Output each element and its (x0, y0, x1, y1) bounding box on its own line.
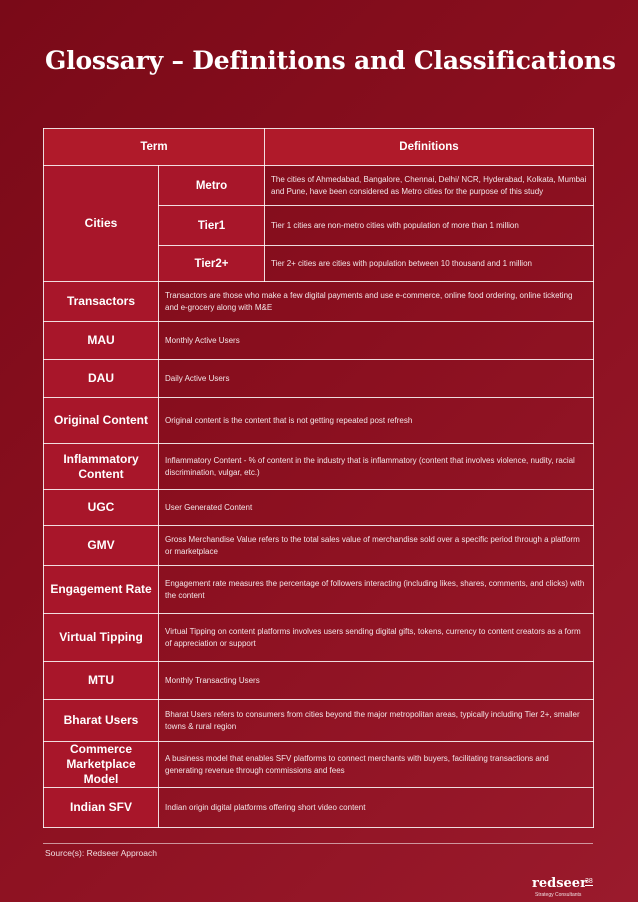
definition-metro: The cities of Ahmedabad, Bangalore, Chennai, Delhi/ NCR, Hyderabad, Kolkata, Mumbai and Pune, have been considered as Metro cities for the purpose of this study (265, 166, 594, 206)
definition-transactors: Transactors are those who make a few digital payments and use e-commerce, online food ordering, online ticketing and e-grocery along with M&E (159, 282, 594, 322)
term-tier2plus: Tier2+ (159, 246, 265, 282)
definition-commerce-marketplace-model: A business model that enables SFV platforms to connect merchants with buyers, facilitating transactions and generating revenue through commissions and fees (159, 742, 594, 788)
term-mau: MAU (44, 322, 159, 360)
definition-bharat-users: Bharat Users refers to consumers from cities beyond the major metropolitan areas, typically including Tier 2+, smaller towns & rural region (159, 700, 594, 742)
redseer-logo: redseer (532, 876, 587, 891)
term-original-content: Original Content (44, 398, 159, 444)
term-transactors: Transactors (44, 282, 159, 322)
definition-inflammatory-content: Inflammatory Content - % of content in the industry that is inflammatory (content that involves violence, nudity, racial discrimination, vulgar, etc.) (159, 444, 594, 490)
definition-mtu: Monthly Transacting Users (159, 662, 594, 700)
page-number: 38 (585, 878, 593, 885)
term-tier1: Tier1 (159, 206, 265, 246)
definition-original-content: Original content is the content that is not getting repeated post refresh (159, 398, 594, 444)
definition-virtual-tipping: Virtual Tipping on content platforms involves users sending digital gifts, tokens, currency to content creators as a form of appreciation or support (159, 614, 594, 662)
table-row (44, 742, 594, 788)
definition-tier1: Tier 1 cities are non-metro cities with population of more than 1 million (265, 206, 594, 246)
glossary-table (43, 128, 594, 828)
table-header-row (44, 129, 594, 166)
table-row (44, 700, 594, 742)
definition-tier2plus: Tier 2+ cities are cities with population between 10 thousand and 1 million (265, 246, 594, 282)
definition-engagement-rate: Engagement rate measures the percentage of followers interacting (including likes, shares, comments, and clicks) with the content (159, 566, 594, 614)
term-engagement-rate: Engagement Rate (44, 566, 159, 614)
definition-mau: Monthly Active Users (159, 322, 594, 360)
table-row (44, 614, 594, 662)
definition-ugc: User Generated Content (159, 490, 594, 526)
table-row (44, 282, 594, 322)
term-virtual-tipping: Virtual Tipping (44, 614, 159, 662)
term-inflammatory-content: Inflammatory Content (44, 444, 159, 490)
logo-tagline: Strategy Consultants (535, 892, 582, 898)
table-row (44, 662, 594, 700)
page-title: Glossary – Definitions and Classifications (45, 46, 616, 75)
term-gmv: GMV (44, 526, 159, 566)
table-row (44, 398, 594, 444)
term-dau: DAU (44, 360, 159, 398)
table-row (44, 322, 594, 360)
table-row (44, 490, 594, 526)
term-cities: Cities (44, 166, 159, 282)
table-row (44, 566, 594, 614)
term-bharat-users: Bharat Users (44, 700, 159, 742)
term-commerce-marketplace-model: Commerce Marketplace Model (44, 742, 159, 788)
definition-indian-sfv: Indian origin digital platforms offering short video content (159, 788, 594, 828)
definition-dau: Daily Active Users (159, 360, 594, 398)
table-row (44, 526, 594, 566)
table-row (44, 166, 594, 206)
source-note: Source(s): Redseer Approach (45, 848, 157, 858)
term-indian-sfv: Indian SFV (44, 788, 159, 828)
term-mtu: MTU (44, 662, 159, 700)
header-term: Term (44, 129, 265, 166)
header-definitions: Definitions (265, 129, 594, 166)
definition-gmv: Gross Merchandise Value refers to the total sales value of merchandise sold over a specific period through a platform or marketplace (159, 526, 594, 566)
term-ugc: UGC (44, 490, 159, 526)
table-row (44, 360, 594, 398)
footer-divider (43, 843, 593, 844)
table-row (44, 444, 594, 490)
term-metro: Metro (159, 166, 265, 206)
table-row (44, 788, 594, 828)
